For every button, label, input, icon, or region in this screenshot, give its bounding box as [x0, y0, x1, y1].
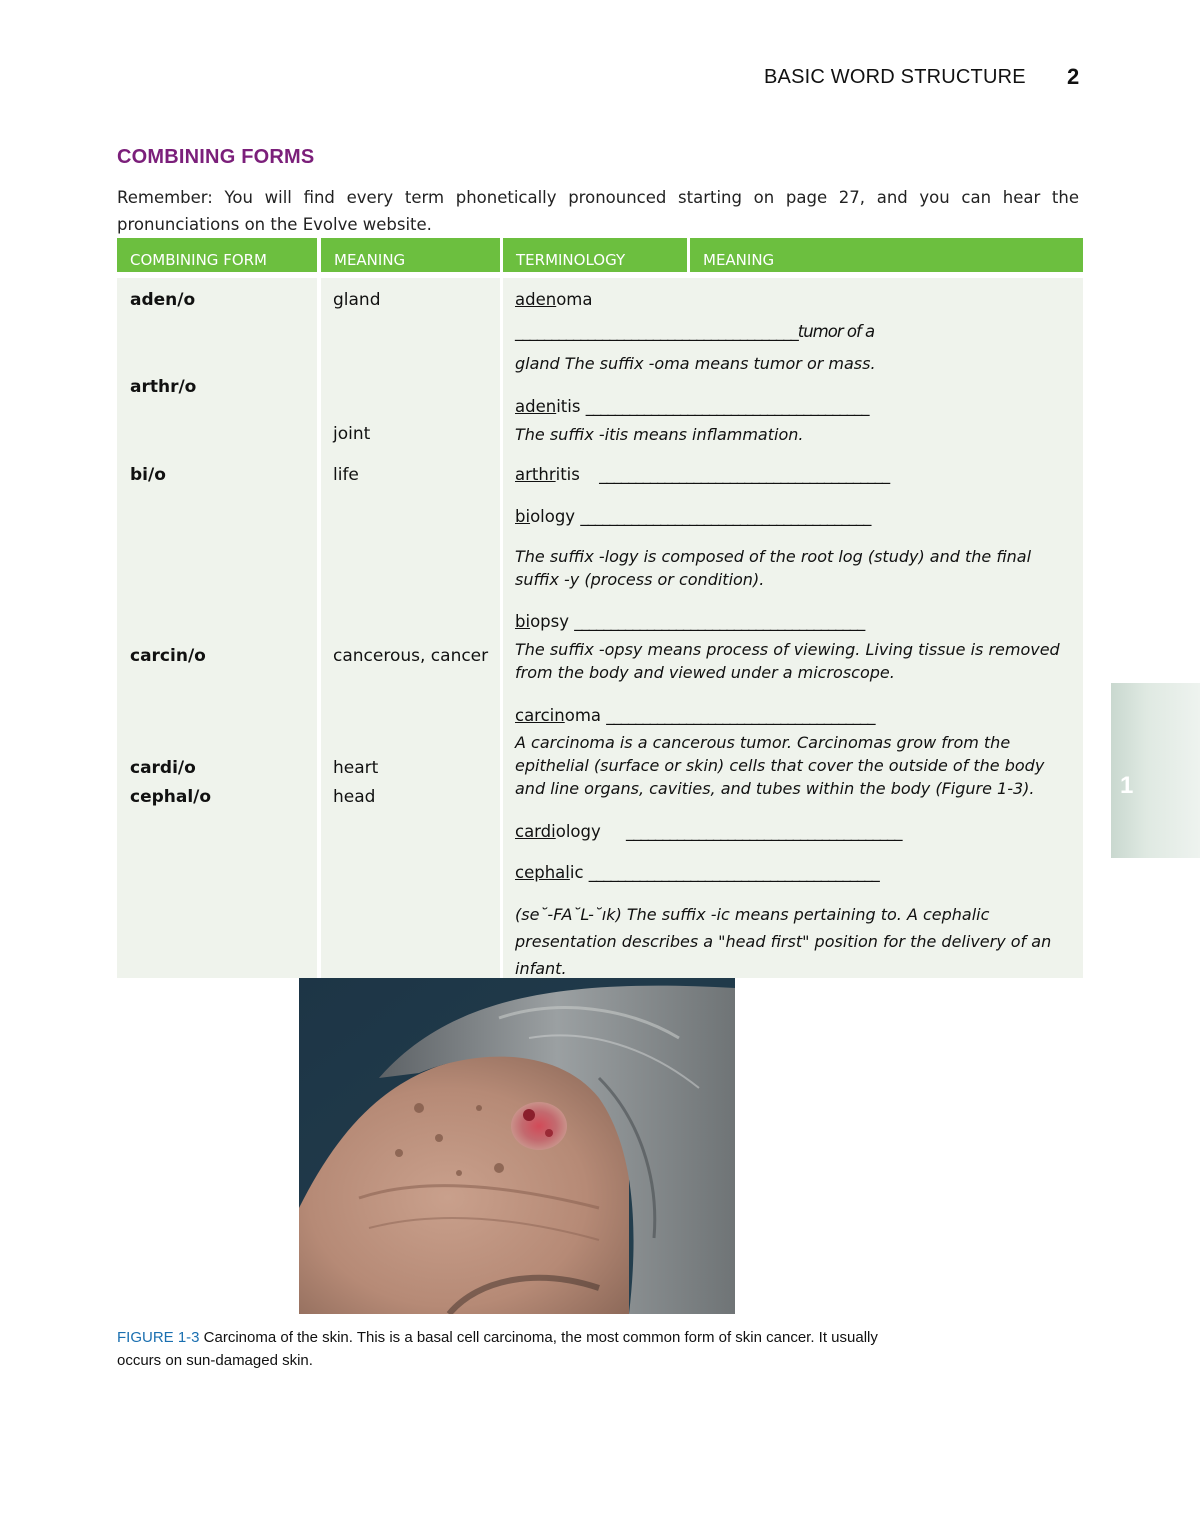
meaning-gland: gland	[333, 290, 381, 310]
answer-line: ________________________________________	[580, 507, 871, 526]
term-cardiology	[515, 822, 902, 841]
caption-term: Carcinoma	[199, 1329, 277, 1346]
answer-line-adenoma: _______________________________________tumor of a	[515, 322, 875, 341]
term-biopsy	[515, 612, 864, 631]
intro-paragraph: Remember: You will find every term phonetically pronounced starting on page 27, and you can hear the pronunciations on the Evolve website.	[117, 188, 1079, 234]
note-biopsy: The suffix -opsy means process of viewing. Living tissue is removed from the body and viewed under a microscope.	[515, 640, 1060, 682]
section-title: COMBINING FORMS	[117, 146, 315, 168]
note-cephalic: (se˘-FA˘L-˘ık) The suffix -ic means pertaining to. A cephalic presentation describes a "head first" position for the delivery of an infant.	[515, 905, 1052, 978]
figure-caption	[117, 1326, 907, 1372]
answer-line: ________________________________________	[574, 612, 865, 631]
term-suffix: oma	[556, 290, 593, 309]
meaning-head: head	[333, 787, 376, 807]
chapter-tab-number: 1	[1120, 772, 1134, 799]
term-adenitis	[515, 397, 868, 416]
term-suffix: itis	[556, 397, 581, 416]
figure-label: FIGURE 1-3	[117, 1329, 200, 1346]
figure-photo-carcinoma	[299, 978, 735, 1314]
answer-line: ________________________________________	[588, 863, 879, 882]
term-root: arthr	[515, 465, 556, 484]
caption-text: , the most common form of skin cancer. It usually occurs on sun-damaged skin.	[117, 1329, 878, 1369]
combining-form-cardi: cardi/o	[130, 758, 196, 778]
header-combining-form: COMBINING FORM	[117, 238, 317, 272]
meaning-cancerous: cancerous, cancer	[333, 646, 489, 666]
note-adenoma: gland The suffix -oma means tumor or mass.	[515, 354, 876, 373]
combining-form-aden: aden/o	[130, 290, 196, 310]
term-suffix: oma	[564, 706, 601, 725]
term-root: cardi	[515, 822, 556, 841]
term-arthritis	[515, 465, 889, 484]
term-root: aden	[515, 290, 557, 309]
term-adenoma	[515, 290, 592, 309]
meaning-heart: heart	[333, 758, 379, 778]
column-bg-meaning	[321, 278, 500, 978]
combining-form-cephal: cephal/o	[130, 787, 212, 807]
term-root: aden	[515, 397, 557, 416]
note-biology: The suffix -logy is composed of the root log (study) and the final suffix -y (process or condition).	[515, 547, 1032, 589]
note-adenitis: The suffix -itis means inflammation.	[515, 425, 804, 444]
running-head: BASIC WORD STRUCTURE	[764, 66, 1026, 88]
term-biology	[515, 507, 870, 526]
term-root: bi	[515, 507, 531, 526]
term-suffix: ology	[530, 507, 576, 526]
term-suffix: opsy	[530, 612, 569, 631]
chapter-tab	[1111, 683, 1200, 858]
term-cephalic	[515, 863, 879, 882]
term-suffix: itis	[555, 465, 580, 484]
term-suffix: ology	[555, 822, 601, 841]
header-meaning: MEANING	[321, 238, 500, 272]
combining-form-arthr: arthr/o	[130, 377, 197, 397]
term-root: carcin	[515, 706, 565, 725]
caption-text: of the skin. This is a	[276, 1329, 417, 1346]
term-root: cephal	[515, 863, 570, 882]
header-terminology: TERMINOLOGY	[503, 238, 687, 272]
term-carcinoma	[515, 706, 875, 725]
answer-line: _______________________________________	[585, 397, 869, 416]
meaning-life: life	[333, 465, 359, 485]
term-suffix: ic	[569, 863, 584, 882]
answer-line: _____________________________________	[606, 706, 875, 725]
answer-line: ________________________________________	[599, 465, 890, 484]
page-number: 2	[1067, 64, 1080, 89]
term-root: bi	[515, 612, 531, 631]
answer-line: ______________________________________	[626, 822, 902, 841]
combining-form-carcin: carcin/o	[130, 646, 206, 666]
combining-form-bi: bi/o	[130, 465, 166, 485]
header-term-meaning: MEANING	[690, 238, 1083, 272]
meaning-joint: joint	[333, 424, 371, 444]
note-carcinoma: A carcinoma is a cancerous tumor. Carcinomas grow from the epithelial (surface or skin) cells that cover the outside of the body and line organs, cavities, and tubes within the body (Figure 1-3).	[515, 733, 1045, 798]
caption-term: basal cell carcinoma	[416, 1329, 553, 1346]
